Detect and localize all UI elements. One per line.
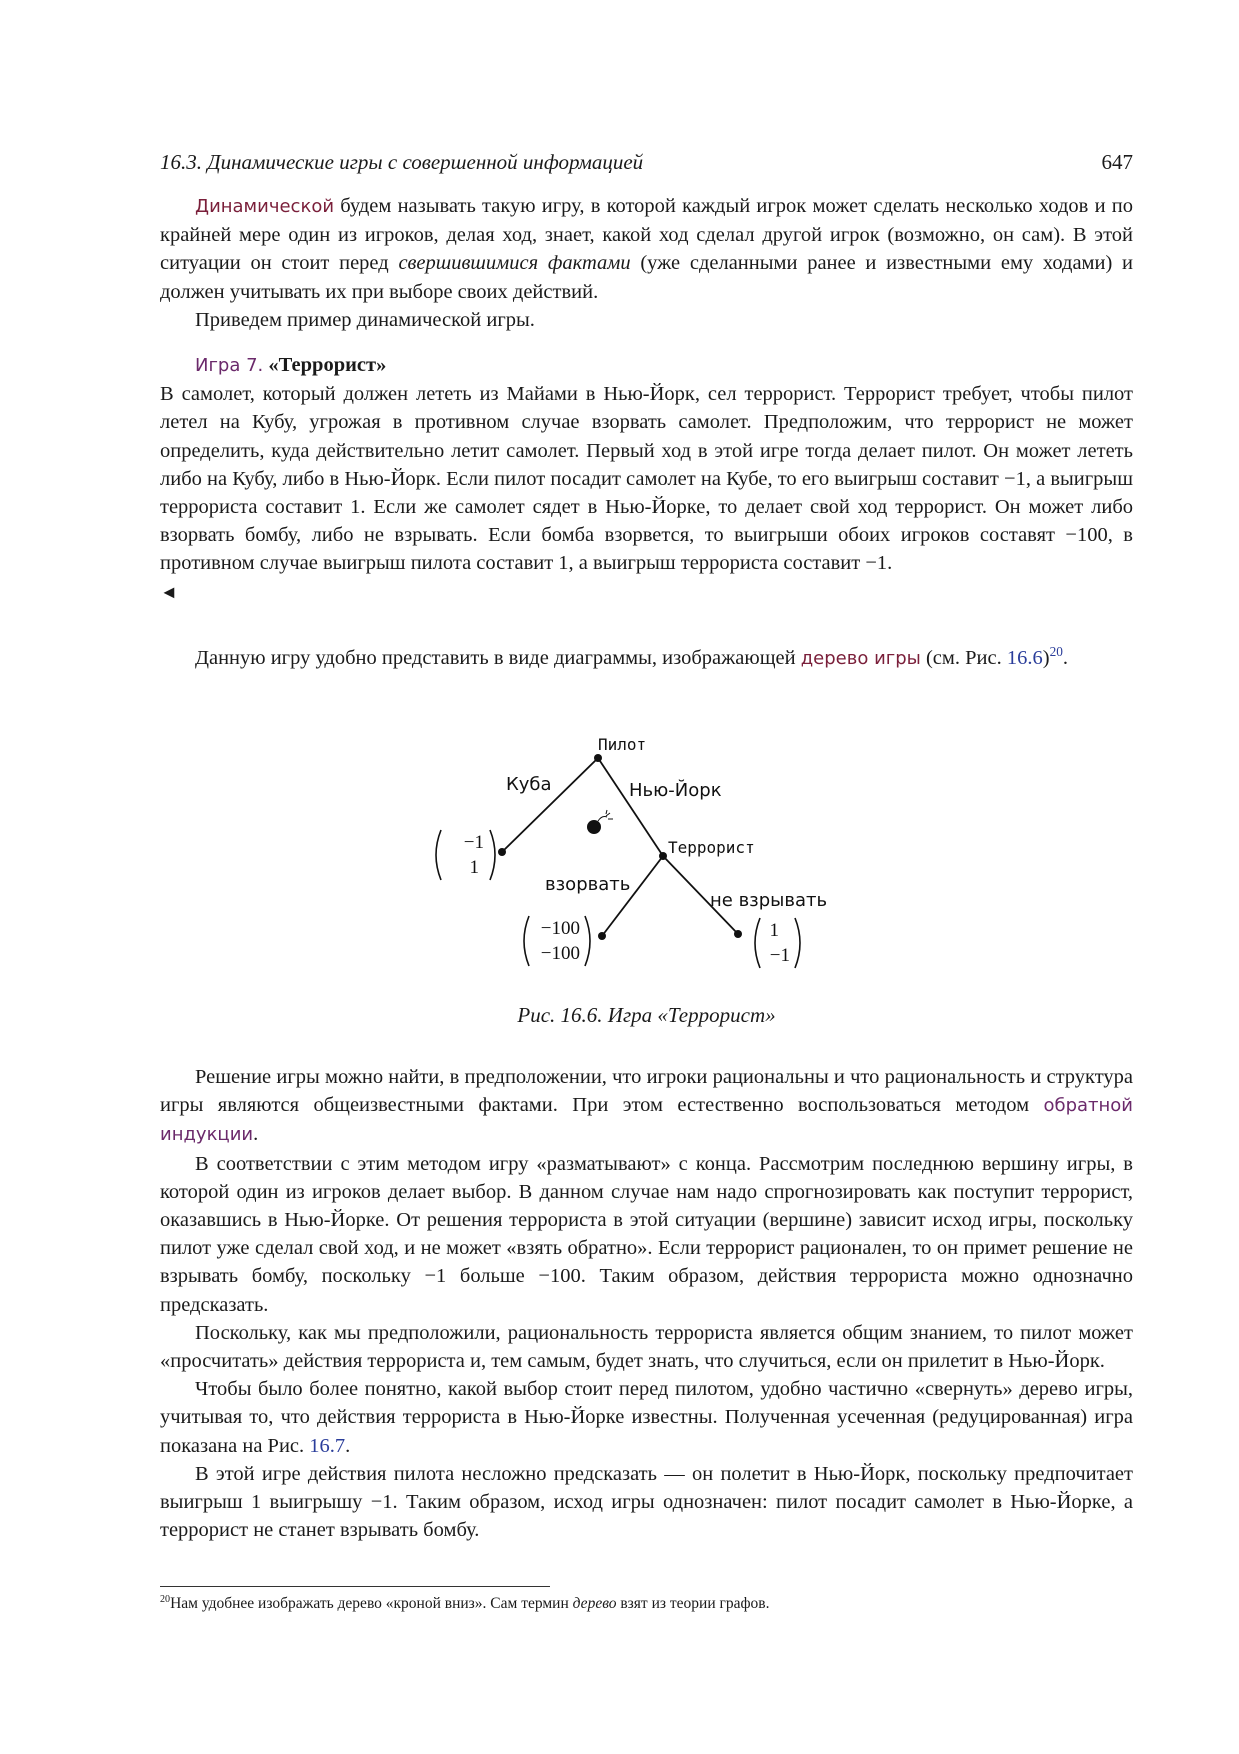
label-terrorist: Террорист [668,838,755,857]
game-block [160,351,1133,606]
end-of-example-mark: ◄ [160,581,178,602]
figure-caption: Рис. 16.6. Игра «Террорист» [517,1003,776,1027]
solution-p4-end: . [345,1434,351,1457]
diagram-intro-close: ) [1042,647,1050,669]
solution-paragraph-3: Поскольку, как мы предположили, рациональность террориста является общим знанием, то пилот может «просчитать» действия террориста и, тем самым, будет знать, что случиться, если он прилетит в Нью-Йорк. [160,1321,1133,1373]
node-blow-leaf [598,932,606,940]
term-game-tree[interactable]: дерево игры [800,648,921,669]
bomb-icon [587,820,601,834]
node-noblow-leaf [734,930,742,938]
intro-text: будем называть такую игру, в которой каждый игрок может сделать несколько ходов и по крайней мере один из игроков, делая ход, знает, какой ход сделал другой игрок (возможно, он сам). В этой ситуации он стоит перед [160,195,1133,275]
solution-p4-text: Чтобы было более понятно, какой выбор стоит перед пилотом, удобно частично «свернуть» дерево игры, учитывая то, что действия террориста в Нью-Йорке известны. Полученная усеченная (редуцированная) игра показана на Рис. [160,1378,1133,1457]
figure-ref-16-6[interactable]: 16.6 [1006,647,1043,669]
payoff-cuba-terrorist: 1 [469,857,479,878]
node-pilot [594,754,602,762]
bomb-fuse-icon [598,810,613,821]
game-tree-diagram [160,728,1133,1038]
footnote-mark: 20 [160,1593,171,1605]
solution-p1-end: . [253,1123,259,1146]
edge-cuba [502,758,598,852]
page-number: 647 [1101,150,1133,174]
edge-blow [602,856,663,936]
diagram-intro-paragraph [160,644,1133,673]
label-cuba: Куба [506,774,552,795]
game-title: «Террорист» [268,354,387,376]
solution-block [160,1063,1133,1544]
payoff-blow-pilot: −100 [540,918,580,939]
label-pilot: Пилот [598,735,647,754]
running-head [160,150,1133,180]
node-cuba-leaf [498,848,506,856]
solution-paragraph-4 [160,1375,1133,1460]
intro-paragraph [160,192,1133,306]
term-backward-induction[interactable]: обратной индукции [160,1095,1133,1146]
figure-ref-16-7[interactable]: 16.7 [309,1434,346,1457]
game-tree-figure [160,728,1133,1038]
diagram-intro-text: Данную игру удобно представить в виде диаграммы, изображающей [195,647,801,669]
game-heading [160,351,1133,380]
intro-text-end: (уже сделанными ранее и известными ему ходами) и должен учитывать их при выборе своих действий. [160,252,1134,303]
edge-new-york [598,758,663,856]
example-line: Приведем пример динамической игры. [195,308,535,331]
game-body: В самолет, который должен лететь из Майами в Нью-Йорк, сел террорист. Террорист требует, чтобы пилот летел на Кубу, угрожая в противном случае взорвать самолет. Предположим, что террорист не может определить, куда действительно летит самолет. Первый ход в этой игре тогда делает пилот. Он может лететь либо на Кубу, либо в Нью-Йорк. Если пилот посадит самолет на Кубе, то его выигрыш составит −1, а выигрыш террориста составит 1. Если же самолет сядет в Нью-Йорке, то делает свой ход террорист. Он может либо взорвать бомбу, либо не взрывать. Если бомба взорвется, то выигрыши обоих игроков составят −100, в противном случае выигрыш пилота составит 1, а выигрыш террориста составит −1. [160,383,1133,575]
payoff-cuba-pilot: −1 [463,832,484,853]
intro-italic: свершившимися фактами [398,252,631,275]
footnote-ref[interactable]: 20 [1049,644,1063,660]
section-title: 16.3. Динамические игры с совершенной информацией [160,150,644,174]
label-new-york: Нью-Йорк [629,780,722,801]
footnote [160,1594,1133,1614]
intro-block [160,192,1133,334]
solution-p1-text: Решение игры можно найти, в предположении, что игроки рациональны и что рациональность и структура игры являются общеизвестными фактами. При этом естественно воспользоваться методом [160,1066,1133,1117]
solution-paragraph-2: В соответствии с этим методом игру «разматывают» с конца. Рассмотрим последнюю вершину игры, в которой один из игроков делает выбор. В данном случае нам надо спрогнозировать как поступит террорист, оказавшись в Нью-Йорке. От решения террориста в этой ситуации (вершине) зависит исход игры, поскольку пилот уже сделал свой ход, и не может «взять обратно». Если террорист рационален, то он примет решение не взрывать бомбу, поскольку −1 больше −100. Таким образом, действия террориста можно однозначно предсказать. [160,1152,1133,1316]
diagram-intro [160,644,1133,673]
footnote-text-end: взят из теории графов. [616,1595,770,1612]
payoff-blow-terrorist: −100 [540,943,580,964]
footnote-text: Нам удобнее изображать дерево «кроной вниз». Сам термин [170,1595,573,1612]
footnote-italic: дерево [572,1595,617,1612]
solution-paragraph-5: В этой игре действия пилота несложно предсказать — он полетит в Нью-Йорк, поскольку предпочитает выигрыш 1 выигрышу −1. Таким образом, исход игры однозначен: пилот посадит самолет в Нью-Йорке, а террорист не станет взрывать бомбу. [160,1462,1133,1542]
payoff-noblow-pilot: 1 [769,920,779,941]
game-label[interactable]: Игра 7. [195,355,264,376]
solution-paragraph-1 [160,1063,1133,1150]
label-no-blow: не взрывать [710,890,828,911]
node-terrorist [659,852,667,860]
diagram-intro-period: . [1062,647,1068,669]
footnote-rule [160,1586,550,1587]
payoff-noblow-terrorist: −1 [769,945,790,966]
term-dynamic[interactable]: Динамической [195,196,335,217]
diagram-intro-text-mid: (см. Рис. [920,647,1007,669]
label-blow: взорвать [545,874,631,895]
